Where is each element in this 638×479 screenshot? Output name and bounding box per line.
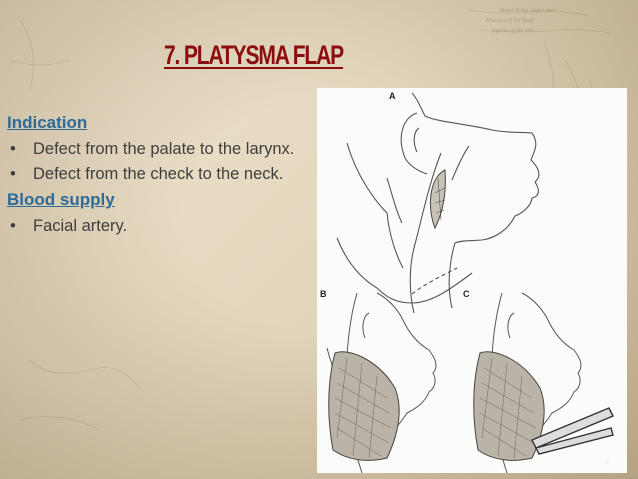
bullet-icon: • — [10, 165, 16, 183]
svg-text:figures of the arm: figures of the arm — [492, 28, 535, 34]
indication-list — [7, 138, 307, 185]
blood-supply-list — [7, 215, 307, 237]
bullet-icon: • — [10, 217, 16, 235]
slide-body — [7, 112, 307, 241]
list-item — [7, 215, 307, 237]
svg-text:Hand & the Apparatus: Hand & the Apparatus — [500, 8, 555, 14]
signature-mark: - — [607, 460, 609, 466]
list-item-text: Defect from the check to the neck. — [33, 165, 284, 183]
slide-title: 7. PLATYSMA FLAP — [164, 40, 344, 70]
panel-label-c: C — [463, 289, 470, 299]
section-heading-blood-supply: Blood supply — [7, 190, 115, 209]
svg-text:Muscles of the Body: Muscles of the Body — [486, 18, 535, 24]
list-item — [7, 163, 307, 185]
panel-label-b: B — [320, 289, 327, 299]
bullet-icon: • — [10, 140, 16, 158]
list-item-text: Defect from the palate to the larynx. — [33, 140, 295, 158]
section-heading-indication: Indication — [7, 113, 88, 132]
list-item-text: Facial artery. — [33, 217, 128, 235]
panel-label-a: A — [389, 91, 396, 101]
illustration-drawing — [317, 88, 627, 473]
list-item — [7, 138, 307, 160]
surgical-illustration — [317, 88, 627, 473]
